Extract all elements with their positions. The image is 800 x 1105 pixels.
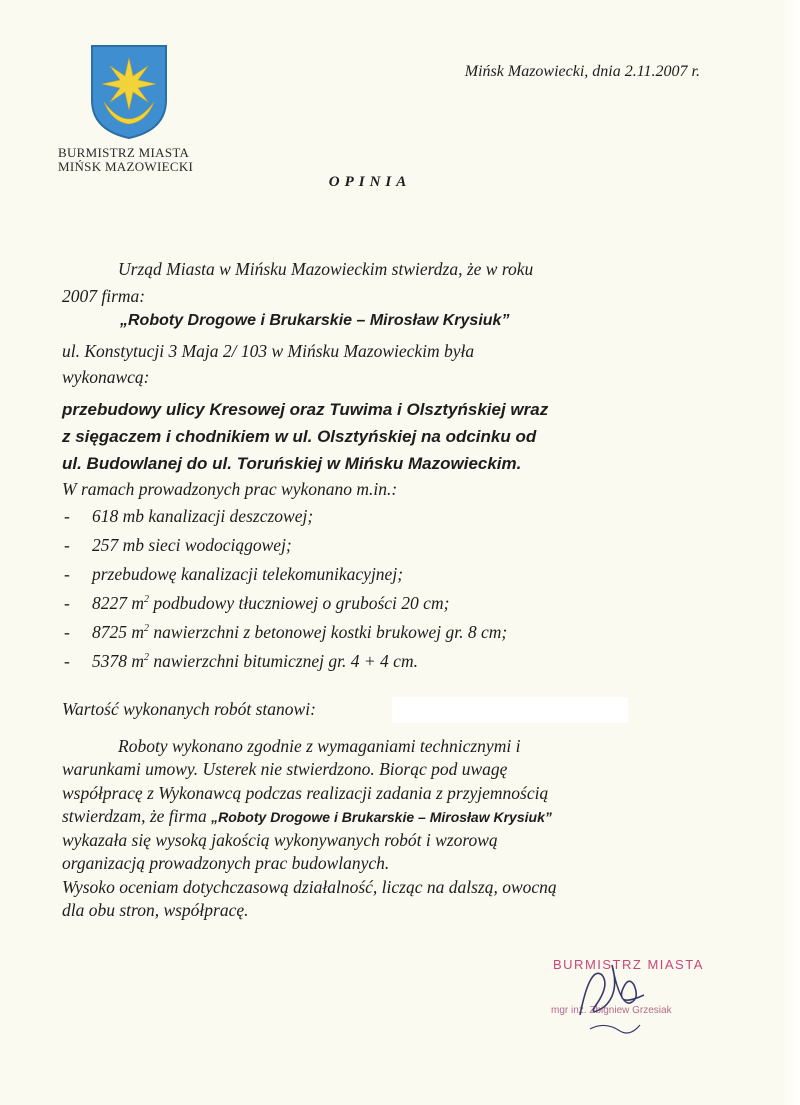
list-item-qty: 8725 m (92, 622, 145, 642)
list-item-text: 618 mb kanalizacji deszczowej; (92, 506, 314, 526)
closing-line (62, 805, 722, 829)
list-item (64, 535, 507, 564)
closing-line: organizacją prowadzonych prac budowlanych. (62, 853, 390, 874)
stamp-name: mgr inż. Zbigniew Grzesiak (551, 1005, 672, 1016)
scan-edge (782, 0, 800, 1105)
closing-line: dla obu stron, współpracę. (62, 900, 249, 921)
list-dash: - (64, 564, 70, 584)
works-intro: W ramach prowadzonych prac wykonano m.in.: (62, 479, 398, 499)
project-line: przebudowy ulicy Kresowej oraz Tuwima i Olsztyńskiej wraz (62, 400, 549, 419)
list-dash: - (64, 651, 70, 671)
issuer-title: BURMISTRZ MIASTA (58, 145, 190, 160)
project-line: z sięgaczem i chodnikiem w ul. Olsztyńskiej na odcinku od (62, 427, 537, 446)
stamp-title: BURMISTRZ MIASTA (553, 957, 704, 972)
issuer-block (58, 146, 218, 174)
list-dash: - (64, 535, 70, 555)
list-item (64, 622, 507, 651)
company-name-inline: „Roboty Drogowe i Brukarskie – Mirosław Krysiuk” (211, 808, 552, 825)
list-item-text: podbudowy tłuczniowej o grubości 20 cm; (149, 593, 450, 613)
closing-line: Roboty wykonano zgodnie z wymaganiami technicznymi i (118, 736, 521, 756)
list-item-text: nawierzchni bitumicznej gr. 4 + 4 cm. (149, 651, 418, 671)
list-item (64, 506, 507, 535)
closing-line: warunkami umowy. Usterek nie stwierdzono. Biorąc pod uwagę (62, 759, 508, 780)
closing-line: Wysoko oceniam dotychczasową działalność, licząc na dalszą, owocną (62, 876, 557, 897)
closing-line-prefix: stwierdzam, że firma (62, 805, 212, 826)
list-dash: - (64, 506, 70, 526)
document-title: OPINIA (328, 174, 412, 190)
place-and-date: Mińsk Mazowiecki, dnia 2.11.2007 r. (464, 63, 700, 80)
project-description (62, 396, 702, 477)
intro-line-2: 2007 firma: (62, 286, 146, 306)
closing-line: wykazała się wysoką jakością wykonywanych robót i wzorową (62, 830, 498, 851)
unit-superscript: 2 (144, 652, 150, 664)
intro-line-1: Urząd Miasta w Mińsku Mazowieckim stwierdza, że w roku (118, 259, 534, 279)
list-dash: - (64, 593, 70, 613)
coat-of-arms-icon (90, 44, 168, 140)
handwritten-signature (560, 945, 670, 1035)
redacted-value (392, 697, 628, 723)
closing-paragraph (62, 735, 722, 922)
list-item-text: 257 mb sieci wodociągowej; (92, 535, 292, 555)
unit-superscript: 2 (144, 623, 150, 635)
unit-superscript: 2 (144, 594, 150, 606)
list-item (64, 593, 507, 622)
list-item-text: nawierzchni z betonowej kostki brukowej gr. 8 cm; (149, 622, 508, 642)
list-item-qty: 8227 m (92, 593, 145, 613)
list-item (64, 564, 507, 593)
value-line: Wartość wykonanych robót stanowi: (62, 699, 316, 719)
list-item-qty: 5378 m (92, 651, 145, 671)
address-line: ul. Konstytucji 3 Maja 2/ 103 w Mińsku Mazowieckim była (62, 341, 475, 361)
issuer-city: MIŃSK MAZOWIECKI (58, 159, 194, 174)
list-item (64, 651, 507, 680)
project-line: ul. Budowlanej do ul. Toruńskiej w Mińsku Mazowieckim. (62, 454, 522, 473)
company-name: „Roboty Drogowe i Brukarskie – Mirosław Krysiuk” (120, 312, 510, 329)
works-list (64, 506, 507, 680)
list-dash: - (64, 622, 70, 642)
role-line: wykonawcą: (62, 367, 150, 387)
list-item-text: przebudowę kanalizacji telekomunikacyjnej; (92, 564, 404, 584)
closing-line: współpracę z Wykonawcą podczas realizacji zadania z przyjemnością (62, 782, 549, 803)
